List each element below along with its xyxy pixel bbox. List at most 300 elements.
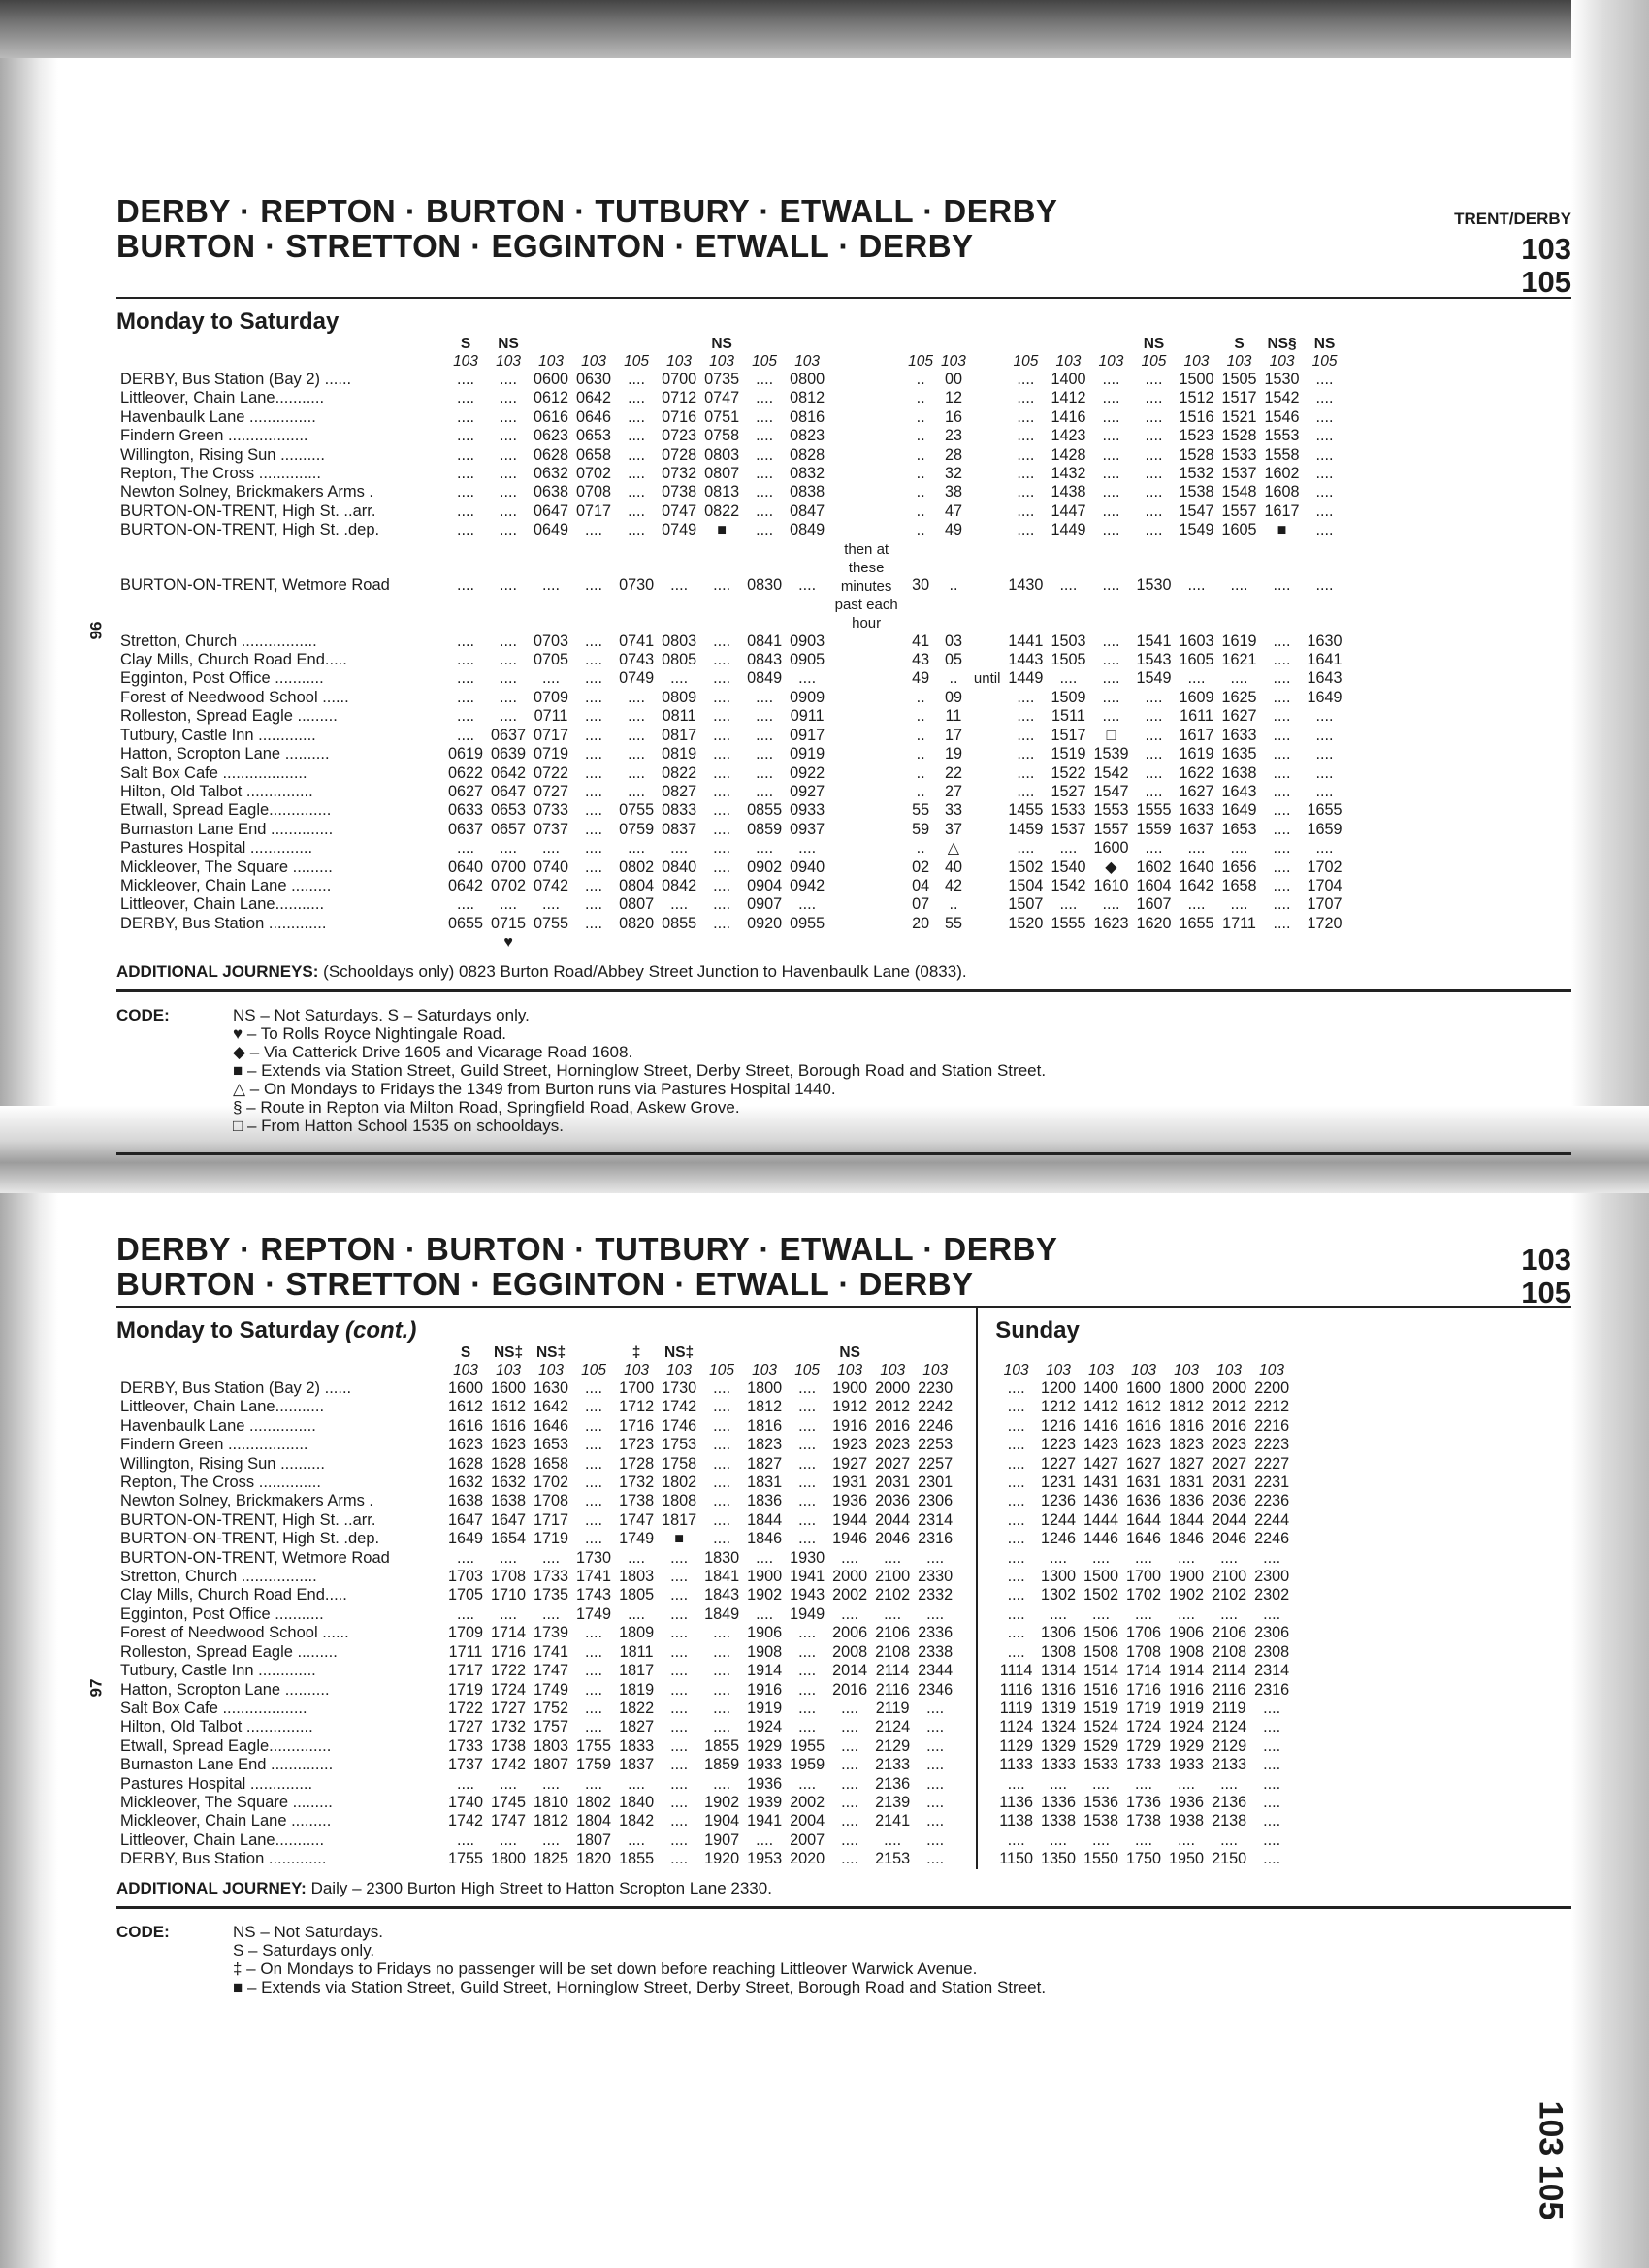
departure-time: 0817 (662, 726, 697, 744)
departure-time: .... (798, 1510, 817, 1529)
departure-time: 0716 (662, 407, 697, 426)
minutes-past: 07 (912, 895, 930, 914)
departure-time: 2116 (875, 1680, 910, 1699)
departure-time: .... (585, 576, 603, 595)
departure-time: 1747 (534, 1662, 569, 1680)
departure-time: 1912 (832, 1398, 868, 1416)
departure-time: 1608 (1264, 483, 1300, 502)
departure-time: .... (1315, 483, 1334, 502)
departure-time: .... (1230, 669, 1248, 688)
route-numbers (1521, 233, 1571, 299)
departure-time: 1212 (1041, 1398, 1077, 1416)
table-row (995, 1568, 1293, 1586)
stop-name: Willington, Rising Sun .......... (120, 1454, 325, 1473)
minutes-past: .. (916, 389, 925, 407)
departure-time: .... (670, 895, 689, 914)
departure-time: 1944 (832, 1510, 868, 1529)
departure-time: 1507 (1008, 895, 1044, 914)
table-row (116, 1624, 956, 1642)
departure-time: 2314 (1254, 1662, 1290, 1680)
departure-time: 1600 (448, 1379, 484, 1397)
departure-time: 1914 (747, 1662, 783, 1680)
departure-time: .... (670, 1718, 689, 1736)
departure-time: .... (841, 1756, 859, 1774)
departure-time: 1505 (1051, 651, 1086, 669)
departure-time: .... (670, 1812, 689, 1831)
departure-time: .... (628, 707, 646, 726)
departure-time: .... (670, 1756, 689, 1774)
departure-time: .... (1187, 839, 1206, 858)
departure-time: .... (841, 1699, 859, 1717)
stop-name: Rolleston, Spread Eagle ......... (120, 1642, 338, 1661)
departure-time: 2308 (1254, 1642, 1290, 1661)
departure-time: 1841 (704, 1568, 740, 1586)
table-row (116, 483, 1354, 502)
departure-time: 1200 (1041, 1379, 1077, 1397)
journey-code (1089, 336, 1132, 353)
departure-time: 0708 (576, 483, 612, 502)
departure-time: 0717 (576, 502, 612, 520)
stop-name: DERBY, Bus Station ............. (120, 914, 327, 932)
departure-time: .... (457, 651, 474, 669)
minutes-past: 05 (944, 651, 962, 669)
departure-time: 1908 (1169, 1642, 1205, 1661)
departure-time: ◆ (1105, 858, 1117, 876)
departure-time: 1227 (1041, 1454, 1077, 1473)
sunday-block (976, 1308, 1293, 1869)
journey-code (904, 336, 937, 353)
departure-time: 0747 (704, 389, 740, 407)
departure-time: 1603 (1179, 632, 1214, 650)
departure-time: .... (1220, 1831, 1239, 1849)
code-label: CODE: (116, 1922, 170, 1941)
departure-time: 1630 (1307, 632, 1342, 650)
departure-time: 1738 (491, 1736, 527, 1755)
until-note (970, 483, 1005, 502)
departure-time: 1617 (1264, 502, 1300, 520)
departure-time: 2316 (918, 1530, 954, 1548)
departure-time: .... (1315, 576, 1334, 595)
route-number: 103 (496, 1362, 521, 1378)
departure-time: 1724 (1126, 1718, 1162, 1736)
departure-time: .... (628, 745, 646, 763)
table-row (116, 1474, 956, 1492)
until-note (970, 371, 1005, 389)
departure-time: 1802 (576, 1793, 612, 1811)
table-row (995, 1530, 1293, 1548)
departure-time: ■ (674, 1530, 684, 1548)
stop-name: Forest of Needwood School ...... (120, 1624, 349, 1642)
departure-time: 1653 (1221, 820, 1257, 838)
journey-code (572, 1345, 615, 1362)
departure-time: .... (585, 1379, 603, 1397)
departure-time: .... (1135, 1831, 1153, 1849)
code-lines (233, 1923, 1046, 1996)
stop-name: Stretton, Church ................. (120, 1568, 317, 1586)
then-note (828, 707, 904, 726)
departure-time: 1637 (1179, 820, 1214, 838)
table-row (995, 1737, 1293, 1756)
departure-time: .... (1273, 688, 1291, 706)
departure-time: 1742 (662, 1398, 697, 1416)
departure-time: 1714 (1126, 1662, 1162, 1680)
route-number: 103 (1088, 1362, 1114, 1378)
departure-time: 1400 (1051, 371, 1086, 388)
departure-time: 0755 (534, 914, 569, 932)
departure-time: 1807 (534, 1756, 569, 1774)
departure-time: 1333 (1041, 1756, 1077, 1774)
departure-time: .... (1007, 1492, 1025, 1510)
departure-time: .... (585, 1398, 603, 1416)
route-105: 105 (1521, 265, 1571, 299)
route-103: 103 (1521, 1243, 1571, 1277)
departure-time: .... (756, 745, 774, 763)
departure-time: 2108 (1212, 1642, 1247, 1661)
departure-time: .... (756, 427, 774, 445)
departure-time: .... (670, 1736, 689, 1755)
departure-time: .... (926, 1793, 945, 1811)
departure-time: 1543 (1136, 651, 1172, 669)
until-note: until (973, 670, 1001, 688)
departure-time: 1436 (1083, 1492, 1119, 1510)
departure-time: 2332 (918, 1586, 954, 1604)
code-line: ■ – Extends via Station Street, Guild Street, Horninglow Street, Derby Street, Borough Road and Station Street. (233, 1977, 1047, 1996)
departure-time: 1655 (1179, 914, 1214, 932)
departure-time: 1530 (1136, 576, 1172, 595)
then-note (828, 408, 904, 427)
departure-time: .... (713, 1474, 731, 1492)
departure-time: 1658 (534, 1454, 569, 1473)
departure-time: 1459 (1008, 820, 1044, 838)
departure-time: 1336 (1041, 1793, 1077, 1811)
departure-time: 1705 (448, 1586, 484, 1604)
departure-time: 1550 (1083, 1850, 1119, 1868)
header-blank (116, 1345, 444, 1362)
departure-time: .... (713, 1774, 731, 1793)
departure-time: .... (585, 521, 603, 539)
departure-time: .... (798, 1379, 817, 1397)
departure-time: 1827 (1169, 1454, 1205, 1473)
departure-time: 1547 (1093, 782, 1129, 800)
then-note (828, 859, 904, 877)
departure-time: 1827 (619, 1718, 655, 1736)
departure-time: .... (670, 839, 689, 858)
until-note (970, 427, 1005, 445)
departure-time: .... (884, 1604, 902, 1623)
until-note (970, 632, 1005, 651)
departure-time: 1755 (448, 1850, 484, 1868)
departure-time: .... (1017, 465, 1035, 483)
table-row (116, 1455, 956, 1474)
departure-time: .... (926, 1850, 945, 1868)
departure-time: 1703 (448, 1568, 484, 1586)
departure-time: .... (1017, 521, 1035, 539)
route-number: 103 (941, 353, 966, 370)
stop-name: Findern Green .................. (120, 1436, 308, 1454)
departure-time: .... (841, 1812, 859, 1831)
departure-time: .... (500, 521, 518, 539)
departure-time: .... (585, 1492, 603, 1510)
departure-time: 1902 (704, 1793, 740, 1811)
departure-time: .... (500, 445, 518, 464)
table-row (116, 1568, 956, 1586)
departure-time: .... (500, 839, 518, 858)
departure-time: 1649 (1221, 801, 1257, 820)
table-row (116, 427, 1354, 445)
departure-time: .... (585, 1718, 603, 1736)
departure-time: 1541 (1136, 632, 1172, 650)
departure-time: 1743 (576, 1586, 612, 1604)
departure-time: .... (1145, 745, 1163, 763)
departure-time: .... (756, 726, 774, 744)
departure-time: 1931 (832, 1474, 868, 1492)
departure-time: 1642 (1179, 876, 1214, 894)
departure-time: 1844 (747, 1510, 783, 1529)
additional-label: ADDITIONAL JOURNEYS: (116, 961, 319, 981)
departure-time: 1246 (1041, 1530, 1077, 1548)
departure-time: .... (798, 1699, 817, 1717)
minutes-past: .. (916, 502, 925, 520)
departure-time: 1733 (448, 1736, 484, 1755)
then-note (828, 783, 904, 801)
departure-time: 1119 (999, 1699, 1033, 1717)
then-note (828, 502, 904, 521)
departure-time: 1649 (1307, 688, 1342, 706)
departure-time: 1640 (1179, 858, 1214, 876)
until-note (970, 877, 1005, 895)
departure-time: 1830 (704, 1548, 740, 1567)
departure-time: 0823 (790, 427, 825, 445)
minutes-past: 00 (944, 371, 962, 388)
departure-time: 1116 (999, 1680, 1033, 1699)
minutes-past: 42 (944, 876, 962, 894)
minutes-past: 30 (912, 576, 930, 595)
departure-time: 2016 (1212, 1416, 1247, 1435)
minutes-past: .. (916, 707, 925, 726)
route-number: 103 (1003, 1362, 1029, 1378)
departure-time: 1540 (1051, 858, 1086, 876)
departure-time: 1929 (1169, 1736, 1205, 1755)
departure-time: 1936 (747, 1774, 783, 1793)
departure-time: .... (1017, 763, 1035, 782)
departure-time: 1338 (1041, 1812, 1077, 1831)
stop-name: Havenbaulk Lane ............... (120, 1416, 316, 1435)
journey-code: NS (1143, 336, 1165, 352)
departure-time: 1739 (534, 1624, 569, 1642)
until-note (970, 389, 1005, 407)
departure-time: 1817 (662, 1510, 697, 1529)
minutes-past: 49 (912, 669, 930, 688)
table-row (116, 1662, 956, 1680)
departure-time: 1936 (1169, 1793, 1205, 1811)
departure-time: .... (756, 521, 774, 539)
departure-time: 1646 (1126, 1530, 1162, 1548)
departure-time: 0657 (491, 820, 527, 838)
until-note (970, 859, 1005, 877)
departure-time: .... (1178, 1548, 1196, 1567)
departure-time: .... (457, 427, 474, 445)
departure-time: 0927 (790, 782, 825, 800)
departure-time: .... (756, 1831, 774, 1849)
minutes-past: 02 (912, 858, 930, 876)
table-row (995, 1417, 1293, 1436)
departure-time: .... (628, 521, 646, 539)
then-note (828, 727, 904, 745)
route-number: 105 (709, 1362, 735, 1378)
departure-time: .... (713, 1510, 731, 1529)
route-number: 103 (1226, 353, 1252, 370)
departure-time: .... (798, 1624, 817, 1642)
departure-time: .... (756, 839, 774, 858)
departure-time: 1646 (534, 1416, 569, 1435)
departure-time: .... (841, 1793, 859, 1811)
departure-time: 2012 (1212, 1398, 1247, 1416)
journey-code (1047, 336, 1089, 353)
until-note (970, 446, 1005, 465)
departure-time: 1523 (1179, 427, 1214, 445)
table-row (116, 1756, 956, 1774)
title-line-2: BURTON · STRETTON · EGGINTON · ETWALL · DERBY (116, 228, 974, 264)
departure-time: .... (841, 1831, 859, 1849)
departure-time: .... (457, 502, 474, 520)
departure-time: 0841 (747, 632, 783, 650)
departure-time: 1733 (1126, 1756, 1162, 1774)
departure-time: 1506 (1083, 1624, 1119, 1642)
stop-name: Salt Box Cafe ................... (120, 1699, 307, 1717)
departure-time: 2129 (875, 1736, 911, 1755)
departure-time: 1616 (448, 1416, 484, 1435)
departure-time: .... (1145, 782, 1163, 800)
departure-time: .... (756, 389, 774, 407)
departure-time: 1533 (1083, 1756, 1119, 1774)
page-number-96: 96 (86, 621, 106, 640)
departure-time: 1758 (662, 1454, 697, 1473)
departure-time: 2212 (1254, 1398, 1290, 1416)
rule (116, 989, 1571, 992)
stop-name: BURTON-ON-TRENT, High St. .dep. (120, 1530, 380, 1548)
minutes-past: 37 (944, 820, 962, 838)
minutes-past: 22 (944, 763, 962, 782)
departure-time: 1612 (1126, 1398, 1162, 1416)
departure-time: 2124 (875, 1718, 911, 1736)
departure-time: 1517 (1051, 726, 1086, 744)
code-line: NS – Not Saturdays. (233, 1922, 383, 1941)
departure-time: .... (500, 465, 518, 483)
departure-time: .... (670, 669, 689, 688)
departure-time: .... (1178, 1831, 1196, 1849)
departure-time: .... (670, 1586, 689, 1604)
departure-time: .... (457, 1604, 474, 1623)
departure-time: 0655 (448, 914, 484, 932)
minutes-past: .. (916, 745, 925, 763)
departure-time: .... (1017, 483, 1035, 502)
departure-time: .... (500, 895, 518, 914)
stop-name: DERBY, Bus Station (Bay 2) ...... (120, 1379, 352, 1397)
table-row (995, 1718, 1293, 1736)
departure-time: .... (500, 669, 518, 688)
departure-time: 0820 (619, 914, 655, 932)
table-row (116, 801, 1354, 820)
departure-time: .... (1092, 1548, 1111, 1567)
departure-time: 1833 (619, 1736, 655, 1755)
departure-time: 1736 (1126, 1793, 1162, 1811)
departure-time: 1710 (491, 1586, 527, 1604)
departure-time: .... (585, 1436, 603, 1454)
departure-time: 2016 (832, 1680, 868, 1699)
departure-time: 0807 (619, 895, 655, 914)
until-note (970, 839, 1005, 858)
departure-time: 1800 (747, 1379, 783, 1397)
departure-time: 1750 (1126, 1850, 1162, 1868)
code-line: ◆ – Via Catterick Drive 1605 and Vicarage Road 1608. (233, 1042, 633, 1061)
departure-time: .... (1263, 1793, 1281, 1811)
departure-time: 0849 (747, 669, 783, 688)
stop-name: DERBY, Bus Station ............. (120, 1850, 327, 1868)
stop-name: BURTON-ON-TRENT, High St. .dep. (120, 521, 380, 539)
departure-time: 1517 (1221, 389, 1257, 407)
table-row (116, 1530, 956, 1548)
departure-time: .... (542, 895, 561, 914)
departure-time: .... (1273, 858, 1291, 876)
departure-time: 2236 (1254, 1492, 1290, 1510)
departure-time: .... (500, 651, 518, 669)
departure-time: 1647 (448, 1510, 484, 1529)
departure-time: .... (585, 1510, 603, 1529)
departure-time: 1549 (1179, 521, 1214, 539)
departure-time: .... (1135, 1774, 1153, 1793)
departure-time: 1522 (1051, 763, 1086, 782)
departure-time: .... (500, 632, 518, 650)
departure-time: .... (1102, 371, 1120, 388)
until-note (970, 540, 1005, 632)
departure-time: 0849 (790, 521, 825, 539)
departure-time: 2012 (875, 1398, 911, 1416)
journey-code: ‡ (631, 1345, 641, 1361)
then-note (828, 427, 904, 445)
departure-time: 0742 (534, 876, 569, 894)
departure-time: 1732 (491, 1718, 527, 1736)
departure-time: .... (713, 651, 731, 669)
route-number: 103 (538, 1362, 564, 1378)
route-number: 103 (496, 353, 521, 370)
stop-name: Littleover, Chain Lane........... (120, 1398, 325, 1416)
route-number: 103 (837, 1362, 863, 1378)
departure-time: 1855 (704, 1736, 740, 1755)
departure-time: 1655 (1307, 801, 1342, 820)
departure-time: .... (585, 651, 603, 669)
departure-time: 1412 (1083, 1398, 1119, 1416)
departure-time: .... (1145, 763, 1163, 782)
route-103: 103 (1521, 232, 1571, 266)
stop-name: Hatton, Scropton Lane .......... (120, 1680, 330, 1699)
minutes-past: 04 (912, 876, 930, 894)
departure-time: .... (585, 763, 603, 782)
timetable-sunday (995, 1345, 1293, 1869)
departure-time: 1859 (704, 1756, 740, 1774)
code-legend (116, 1006, 1571, 1135)
then-note (828, 521, 904, 539)
departure-time: 1150 (999, 1850, 1033, 1868)
departure-time: 1539 (1093, 745, 1129, 763)
title-line-1: DERBY · REPTON · BURTON · TUTBURY · ETWALL · DERBY (116, 1231, 1058, 1267)
stop-name: Forest of Needwood School ...... (120, 688, 349, 706)
journey-code: NS‡ (664, 1345, 695, 1361)
departure-time: .... (1263, 1831, 1281, 1849)
table-row (116, 1812, 956, 1831)
departure-time: 1620 (1136, 914, 1172, 932)
until-note (970, 707, 1005, 726)
code-legend (116, 1923, 1571, 1996)
